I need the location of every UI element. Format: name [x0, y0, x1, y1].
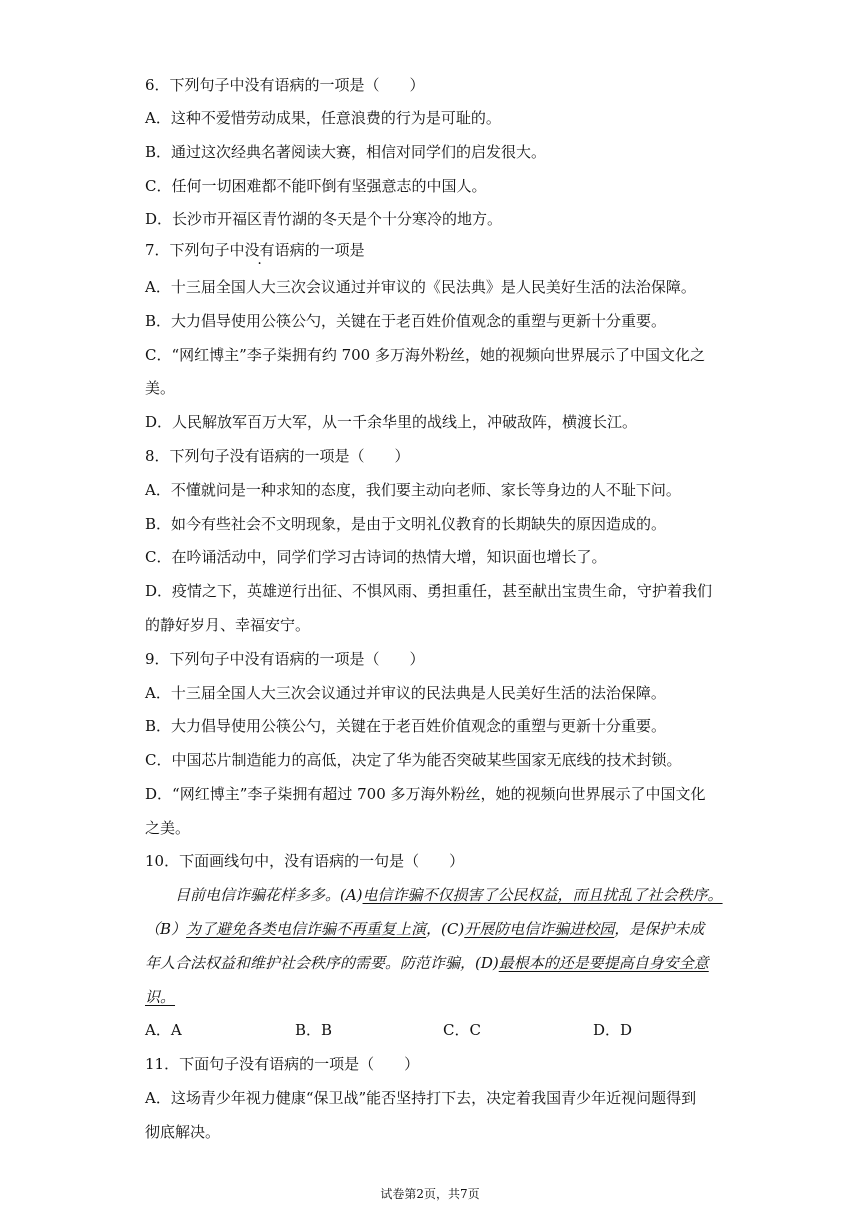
- q7-emphasis: 没有: [244, 241, 275, 259]
- passage-label-b: （B）: [145, 920, 187, 938]
- question-9-stem: 9．下列句子中没有语病的一项是（ ）: [145, 650, 425, 668]
- question-6-stem: 6．下列句子中没有语病的一项是（ ）: [145, 76, 425, 94]
- q8-option-d: D．疫情之下，英雄逆行出征、不惧风雨、勇担重任，甚至献出宝贵生命，守护着我们: [145, 582, 713, 600]
- question-11-stem: 11．下面句子没有语病的一项是（ ）: [145, 1055, 420, 1073]
- q8-option-c: C．在吟诵活动中，同学们学习古诗词的热情大增，知识面也增长了。: [145, 548, 607, 566]
- underlined-sentence-b: 为了避免各类电信诈骗不再重复上演: [186, 920, 427, 938]
- q7-option-d: D．人民解放军百万大军，从一千余华里的战线上，冲破敌阵，横渡长江。: [145, 413, 638, 431]
- underlined-sentence-d-cont: 识。: [145, 988, 176, 1006]
- q7-option-b: B．大力倡导使用公筷公勺，关键在于老百姓价值观念的重塑与更新十分重要。: [145, 312, 667, 330]
- question-8-stem: 8．下列句子没有语病的一项是（ ）: [145, 447, 410, 465]
- passage-line-3: [145, 953, 709, 973]
- passage-text: 目前电信诈骗花样多多。(A): [175, 886, 363, 904]
- q6-option-c: C．任何一切困难都不能吓倒有坚强意志的中国人。: [145, 177, 487, 195]
- q9-option-d-cont: 之美。: [145, 819, 191, 837]
- q7-option-a: A．十三届全国人大三次会议通过并审议的《民法典》是人民美好生活的法治保障。: [145, 278, 696, 296]
- q6-option-b: B．通过这次经典名著阅读大赛，相信对同学们的启发很大。: [145, 143, 547, 161]
- passage-line-4: [145, 987, 175, 1007]
- passage-line-1: [175, 885, 723, 905]
- passage-text: 年人合法权益和维护社会秩序的需要。防范诈骗，(D): [145, 954, 499, 972]
- q10-option-a: A．A: [145, 1021, 182, 1039]
- passage-text: ，是保护未成: [614, 920, 705, 938]
- q9-option-c: C．中国芯片制造能力的高低，决定了华为能否突破某些国家无底线的技术封锁。: [145, 751, 682, 769]
- underlined-sentence-c: 开展防电信诈骗进校园: [464, 920, 615, 938]
- q8-option-a: A．不懂就问是一种求知的态度，我们要主动向老师、家长等身边的人不耻下问。: [145, 481, 681, 499]
- q10-option-d: D．D: [593, 1021, 633, 1039]
- q7-prefix: 7．下列句子中: [145, 241, 245, 259]
- q7-option-c: C．“网红博主”李子柒拥有约 700 多万海外粉丝，她的视频向世界展示了中国文化之: [145, 346, 705, 364]
- underlined-sentence-a: 电信诈骗不仅损害了公民权益，而且扰乱了社会秩序。: [362, 886, 723, 904]
- underlined-sentence-d: 最根本的还是要提高自身安全意: [498, 954, 709, 972]
- q8-option-b: B．如今有些社会不文明现象，是由于文明礼仪教育的长期缺失的原因造成的。: [145, 515, 667, 533]
- question-10-stem: 10．下面画线句中，没有语病的一句是（ ）: [145, 852, 465, 870]
- question-7-stem: [145, 240, 365, 260]
- q7-option-c-cont: 美。: [145, 379, 176, 397]
- q9-option-d: D．“网红博主”李子柒拥有超过 700 多万海外粉丝，她的视频向世界展示了中国文化: [145, 785, 706, 803]
- page-footer: 试卷第2页，共7页: [380, 1187, 480, 1201]
- q9-option-a: A．十三届全国人大三次会议通过并审议的民法典是人民美好生活的法治保障。: [145, 684, 666, 702]
- q6-option-d: D．长沙市开福区青竹湖的冬天是个十分寒冷的地方。: [145, 210, 503, 228]
- q9-option-b: B．大力倡导使用公筷公勺，关键在于老百姓价值观念的重塑与更新十分重要。: [145, 717, 667, 735]
- passage-label-c: ，(C): [426, 920, 465, 938]
- q11-option-a-cont: 彻底解决。: [145, 1123, 221, 1141]
- q10-option-c: C．C: [443, 1021, 481, 1039]
- q8-option-d-cont: 的静好岁月、幸福安宁。: [145, 616, 311, 634]
- q7-suffix: 语病的一项是: [274, 241, 365, 259]
- q10-option-b: B．B: [295, 1021, 333, 1039]
- passage-line-2: [145, 919, 704, 939]
- q10-options: [145, 1020, 632, 1040]
- q11-option-a: A．这场青少年视力健康“保卫战”能否坚持打下去，决定着我国青少年近视问题得到: [145, 1089, 697, 1107]
- q6-option-a: A．这种不爱惜劳动成果，任意浪费的行为是可耻的。: [145, 109, 501, 127]
